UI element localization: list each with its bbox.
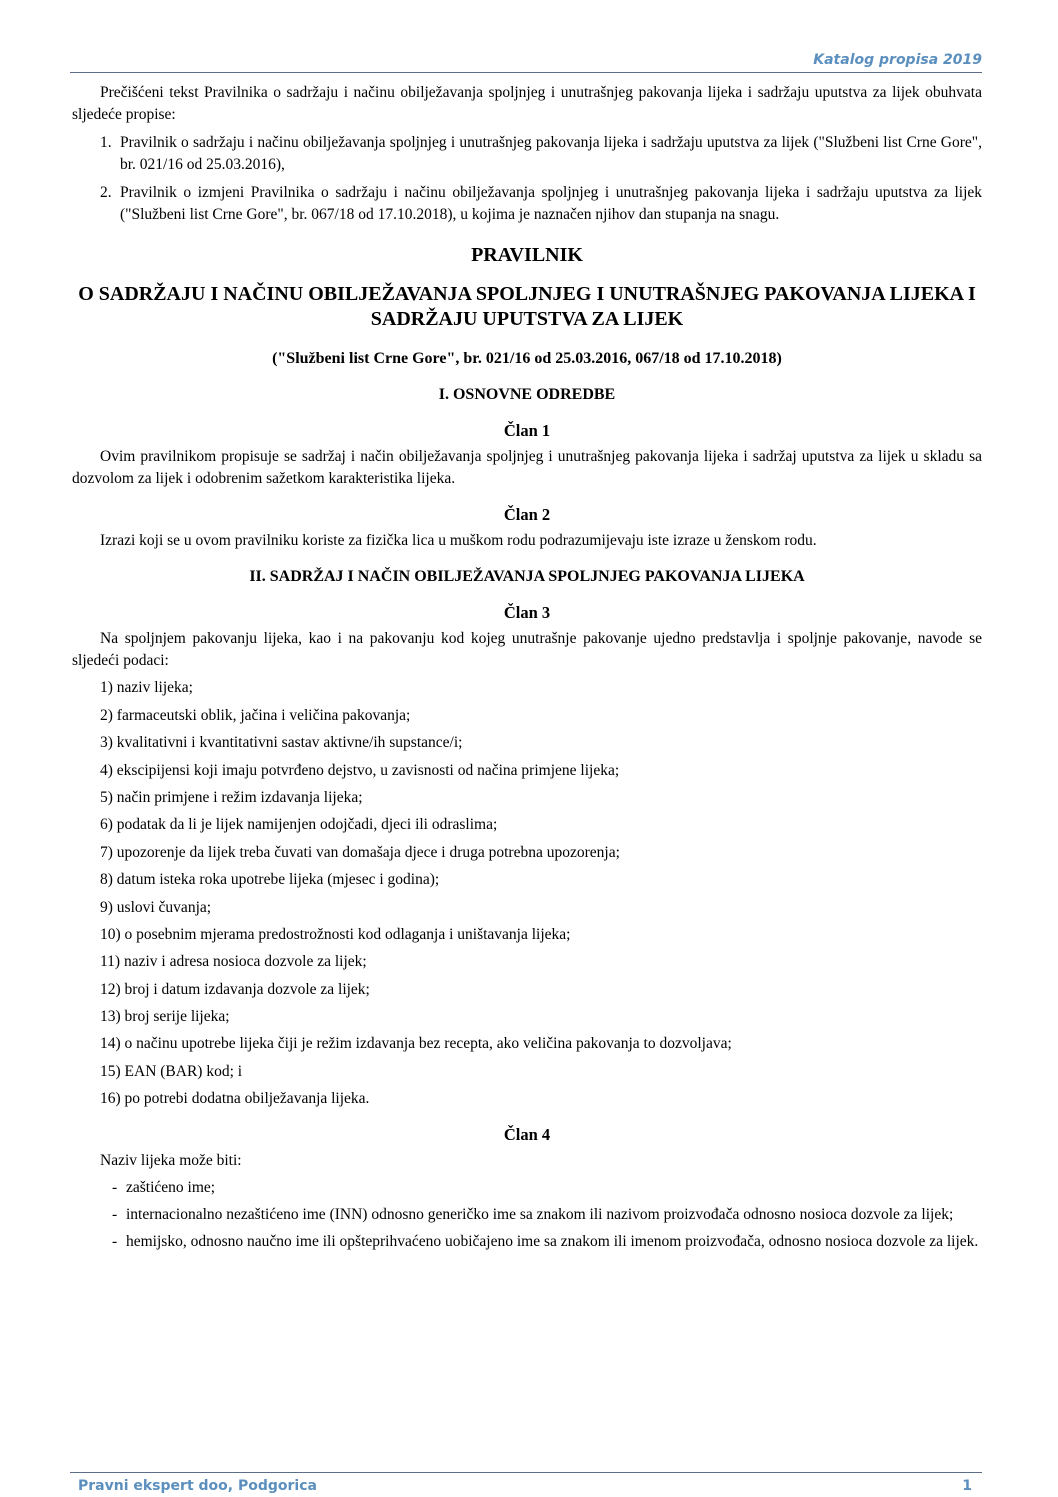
list-item: 10) o posebnim mjerama predostrožnosti kod odlaganja i uništavanja lijeka; [100, 925, 571, 943]
article-4-list [72, 1177, 982, 1253]
intro-item [72, 132, 982, 176]
list-item: 5) način primjene i režim izdavanja lijeka; [100, 788, 363, 806]
article-3-list [72, 677, 982, 1110]
footer-divider [70, 1472, 982, 1473]
article-2-heading: Član 2 [503, 505, 551, 524]
article-2-text: Izrazi koji se u ovom pravilniku koriste za fizička lica u muškom rodu podrazumijevaju iste izraze u ženskom rodu. [100, 532, 817, 549]
list-item: 9) uslovi čuvanja; [100, 898, 212, 916]
intro-list [72, 132, 982, 226]
list-item: 15) EAN (BAR) kod; i [100, 1062, 243, 1080]
article-4-heading: Član 4 [503, 1125, 551, 1145]
article-3-heading: Član 3 [503, 603, 551, 622]
list-item-text: zaštićeno ime; [126, 1179, 216, 1197]
list-item [72, 1231, 982, 1253]
section-heading-1: I. OSNOVNE ODREDBE [438, 386, 616, 403]
intro-item-number: 2. [100, 184, 112, 201]
article-3-text: Na spoljnjem pakovanju lijeka, kao i na pakovanju kod kojeg unutrašnje pakovanje ujedno predstavlja i spoljnje pakovanje, navode se sljedeći podaci: [72, 630, 982, 669]
catalog-title: Katalog propisa 2019 [813, 52, 982, 68]
list-item: 12) broj i datum izdavanja dozvole za lijek; [100, 980, 370, 998]
list-item: 6) podatak da li je lijek namijenjen odojčadi, djeci ili odraslima; [100, 816, 498, 834]
page-number: 1 [962, 1478, 972, 1494]
list-item [72, 1177, 982, 1199]
gazette-reference: ("Službeni list Crne Gore", br. 021/16 od 25.03.2016, 067/18 od 17.10.2018) [272, 350, 782, 367]
list-item: 3) kvalitativni i kvantitativni sastav aktivne/ih supstance/i; [100, 734, 463, 752]
list-item: 14) o načinu upotrebe lijeka čiji je režim izdavanja bez recepta, ako veličina pakovanja to dozvoljava; [100, 1035, 732, 1053]
document-body [72, 82, 982, 1253]
publisher-name: Pravni ekspert doo, Podgorica [78, 1478, 317, 1494]
article-4-text: Naziv lijeka može biti: [100, 1152, 242, 1170]
dash-marker: - [112, 1233, 118, 1251]
list-item: 11) naziv i adresa nosioca dozvole za lijek; [100, 953, 367, 971]
page-footer [70, 1478, 982, 1496]
list-item [72, 1204, 982, 1226]
intro-text: Prečišćeni tekst Pravilnika o sadržaju i načinu obilježavanja spoljnjeg i unutrašnjeg pakovanja lijeka i sadržaju uputstva za lijek obuhvata sljedeće propise: [72, 84, 982, 123]
intro-item-text: Pravilnik o izmjeni Pravilnika o sadržaju i načinu obilježavanja spoljnjeg i unutrašnjeg pakovanja lijeka i sadržaju uputstva za lijek ("Službeni list Crne Gore", br. 067/18 od 17.10.2018), u kojima je naznačen njihov dan stupanja na snagu. [120, 184, 982, 223]
list-item: 13) broj serije lijeka; [100, 1008, 230, 1026]
list-item: 8) datum isteka roka upotrebe lijeka (mjesec i godina); [100, 871, 440, 889]
intro-item-text: Pravilnik o sadržaju i načinu obilježavanja spoljnjeg i unutrašnjeg pakovanja lijeka i sadržaju uputstva za lijek ("Službeni list Crne Gore", br. 021/16 od 25.03.2016), [120, 134, 982, 173]
list-item: 2) farmaceutski oblik, jačina i veličina pakovanja; [100, 706, 411, 724]
list-item-text: internacionalno nezaštićeno ime (INN) odnosno generičko ime sa znakom ili nazivom proizvođača odnosno nosioca dozvole za lijek; [126, 1206, 954, 1224]
intro-item [72, 182, 982, 226]
article-1-heading: Član 1 [503, 421, 551, 440]
intro-item-number: 1. [100, 134, 112, 151]
dash-marker: - [112, 1179, 118, 1197]
section-heading-2: II. SADRŽAJ I NAČIN OBILJEŽAVANJA SPOLJNJEG PAKOVANJA LIJEKA [249, 568, 805, 585]
document-subtitle: O SADRŽAJU I NAČINU OBILJEŽAVANJA SPOLJNJEG I UNUTRAŠNJEG PAKOVANJA LIJEKA I SADRŽAJU UPUTSTVA ZA LIJEK [78, 283, 976, 330]
list-item-text: hemijsko, odnosno naučno ime ili opšteprihvaćeno uobičajeno ime sa znakom ili imenom proizvođača, odnosno nosioca dozvole za lijek. [126, 1233, 979, 1251]
list-item: 16) po potrebi dodatna obilježavanja lijeka. [100, 1090, 370, 1108]
article-1-text: Ovim pravilnikom propisuje se sadržaj i način obilježavanja spoljnjeg i unutrašnjeg pakovanja lijeka i sadržaj uputstva za lijek u skladu sa dozvolom za lijek i odobrenim sažetkom karakteristika lijeka. [72, 448, 982, 487]
document-title: PRAVILNIK [471, 244, 583, 266]
page-header [70, 50, 982, 73]
dash-marker: - [112, 1206, 118, 1224]
list-item: 1) naziv lijeka; [100, 679, 193, 697]
list-item: 7) upozorenje da lijek treba čuvati van domašaja djece i druga potrebna upozorenja; [100, 843, 620, 861]
list-item: 4) ekscipijensi koji imaju potvrđeno dejstvo, u zavisnosti od načina primjene lijeka; [100, 761, 620, 779]
